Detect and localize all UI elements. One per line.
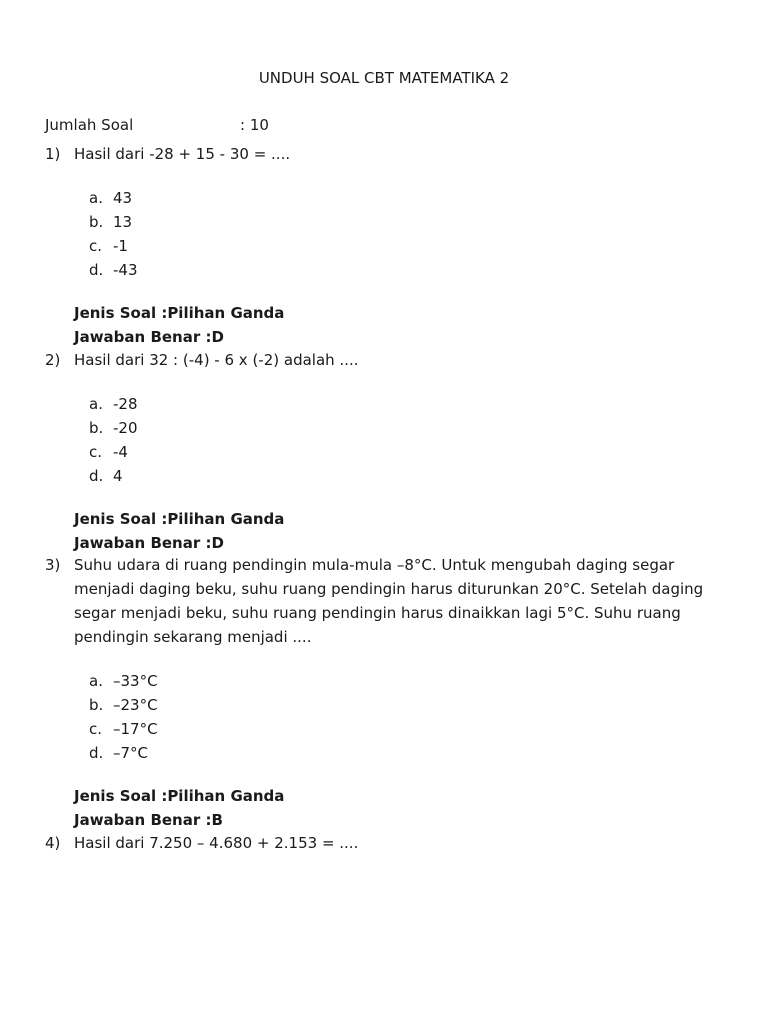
option-d (89, 464, 725, 488)
option-text: –23°C (113, 696, 158, 714)
question-text: Suhu udara di ruang pendingin mula-mula –8°C. Untuk mengubah daging segar menjadi daging beku, suhu ruang pendingin harus diturunkan 20°C. Setelah daging segar menjadi beku, suhu ruang pendingin harus dinaikkan lagi 5°C. Suhu ruang pendingin sekarang menjadi .... (74, 556, 704, 646)
question-meta (74, 784, 725, 832)
option-text: 4 (113, 467, 123, 485)
correct-answer: Jawaban Benar :D (74, 534, 224, 552)
option-letter: d. (89, 467, 104, 485)
option-letter: c. (89, 443, 103, 461)
question-text: Hasil dari 32 : (-4) - 6 x (-2) adalah .... (74, 351, 359, 369)
question-1 (45, 142, 725, 349)
question-3 (45, 553, 725, 832)
option-b (89, 693, 725, 717)
option-c (89, 440, 725, 464)
correct-answer: Jawaban Benar :D (74, 328, 224, 346)
question-type: Jenis Soal :Pilihan Ganda (74, 304, 285, 322)
option-text: -43 (113, 261, 138, 279)
question-meta (74, 301, 725, 349)
option-a (89, 669, 725, 693)
option-d (89, 258, 725, 282)
question-type: Jenis Soal :Pilihan Ganda (74, 510, 285, 528)
option-c (89, 234, 725, 258)
option-b (89, 416, 725, 440)
option-text: -4 (113, 443, 128, 461)
question-header (45, 831, 725, 855)
question-count-label: Jumlah Soal (45, 116, 134, 134)
question-type: Jenis Soal :Pilihan Ganda (74, 787, 285, 805)
question-meta (74, 507, 725, 555)
option-letter: c. (89, 237, 103, 255)
answer-options (89, 392, 725, 488)
document-title: UNDUH SOAL CBT MATEMATIKA 2 (258, 69, 510, 87)
question-number: 2) (45, 351, 61, 369)
option-letter: c. (89, 720, 103, 738)
option-letter: d. (89, 261, 104, 279)
option-letter: a. (89, 672, 103, 690)
option-text: -1 (113, 237, 128, 255)
option-text: –33°C (113, 672, 158, 690)
question-count-value: : 10 (240, 116, 269, 134)
question-header (45, 142, 725, 166)
question-2 (45, 348, 725, 555)
option-letter: b. (89, 419, 104, 437)
correct-answer: Jawaban Benar :B (74, 811, 223, 829)
option-b (89, 210, 725, 234)
question-4 (45, 831, 725, 855)
question-text: Hasil dari 7.250 – 4.680 + 2.153 = .... (74, 834, 359, 852)
option-letter: b. (89, 696, 104, 714)
question-header (45, 553, 725, 649)
option-text: 43 (113, 189, 133, 207)
option-text: –17°C (113, 720, 158, 738)
option-letter: b. (89, 213, 104, 231)
option-c (89, 717, 725, 741)
option-a (89, 392, 725, 416)
option-a (89, 186, 725, 210)
option-text: -20 (113, 419, 138, 437)
question-number: 4) (45, 834, 61, 852)
question-text: Hasil dari -28 + 15 - 30 = .... (74, 145, 291, 163)
option-text: –7°C (113, 744, 149, 762)
question-number: 3) (45, 556, 61, 574)
question-count (45, 114, 269, 136)
option-letter: d. (89, 744, 104, 762)
option-letter: a. (89, 189, 103, 207)
answer-options (89, 186, 725, 282)
question-header (45, 348, 725, 372)
option-text: 13 (113, 213, 133, 231)
answer-options (89, 669, 725, 765)
option-text: -28 (113, 395, 138, 413)
option-letter: a. (89, 395, 103, 413)
option-d (89, 741, 725, 765)
question-number: 1) (45, 145, 61, 163)
